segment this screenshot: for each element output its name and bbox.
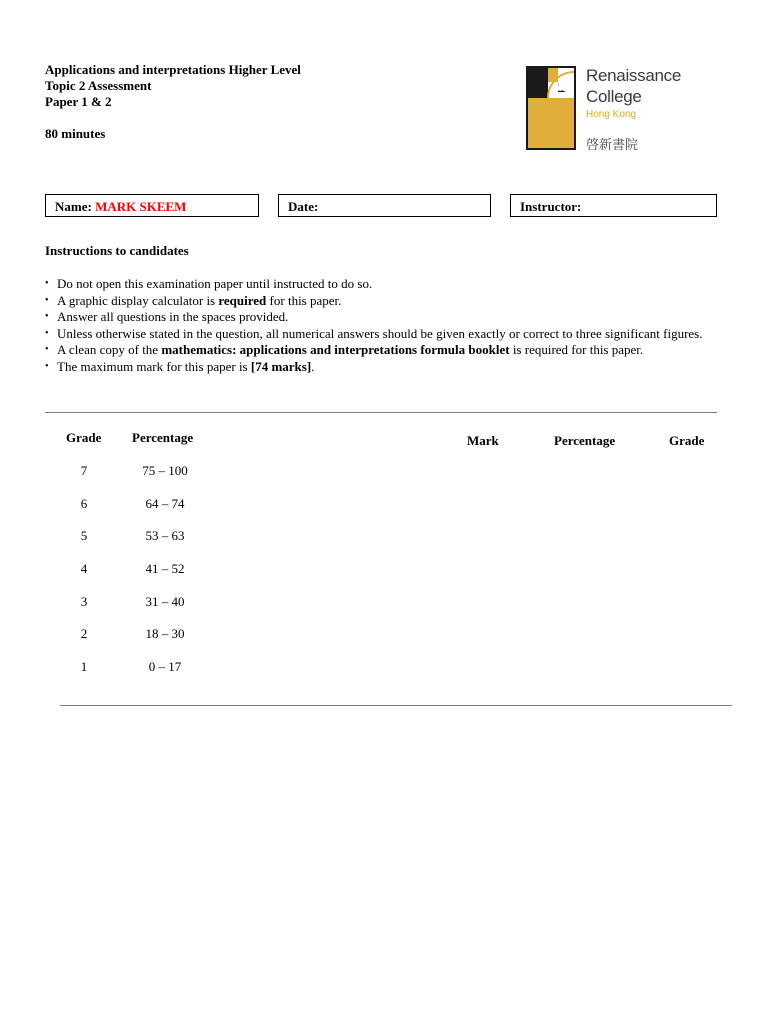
percentage-range-cell: 75 – 100 [142,463,188,478]
instruction-item: • Unless otherwise stated in the question, all numerical answers should be given exactly or correct to three significant figures. [45,326,717,343]
grade-cell: 6 [80,496,88,511]
instruction-item: • A graphic display calculator is required for this paper. [45,293,717,310]
course-title: Applications and interpretations Higher Level [45,62,301,77]
instruction-item: • Do not open this examination paper until instructed to do so. [45,276,717,293]
result-grade-header: Grade [669,433,705,448]
paper-label: Paper 1 & 2 [45,94,112,109]
grade-cell: 4 [80,561,88,576]
instructions-list [45,276,717,375]
percentage-range-cell: 31 – 40 [145,594,185,609]
logo-word-college: College [586,87,642,106]
name-label: Name: [55,199,92,214]
logo-chinese-name: 啓新書院 [586,137,639,152]
divider-top [45,412,717,413]
grade-cell: 2 [80,626,88,641]
date-label: Date: [288,199,319,214]
logo-word-hong-kong: Hong Kong [586,109,637,120]
logo-word-renaissance: Renaissance [586,66,681,85]
grade-cell: 7 [80,463,88,478]
instructions-heading: Instructions to candidates [45,243,189,258]
instruction-item: • Answer all questions in the spaces provided. [45,309,717,326]
instruction-item: • A clean copy of the mathematics: applications and interpretations formula booklet is required for this paper. [45,342,717,359]
golden-spiral-logo-icon [526,66,576,150]
college-logo [526,66,681,152]
mark-header: Mark [467,433,499,448]
percentage-range-cell: 18 – 30 [145,626,185,641]
name-field[interactable] [45,194,259,217]
divider-bottom [60,705,732,706]
percentage-range-cell: 0 – 17 [148,659,182,674]
grade-cell: 5 [80,528,88,543]
assessment-title: Topic 2 Assessment [45,78,152,93]
instructor-label: Instructor: [520,199,582,214]
percentage-range-cell: 53 – 63 [145,528,185,543]
name-value: MARK SKEEM [95,199,187,214]
result-percentage-header: Percentage [554,433,616,448]
grade-column-header: Grade [66,430,102,445]
percentage-range-cell: 64 – 74 [145,496,185,511]
assessment-header [45,62,465,142]
percentage-range-cell: 41 – 52 [145,561,185,576]
grade-cell: 1 [80,659,88,674]
percentage-column-header: Percentage [132,430,194,445]
instruction-item: • The maximum mark for this paper is [74 marks]. [45,359,717,376]
duration: 80 minutes [45,126,106,141]
grade-cell: 3 [80,594,88,609]
date-field[interactable] [278,194,491,217]
instructor-field[interactable] [510,194,717,217]
